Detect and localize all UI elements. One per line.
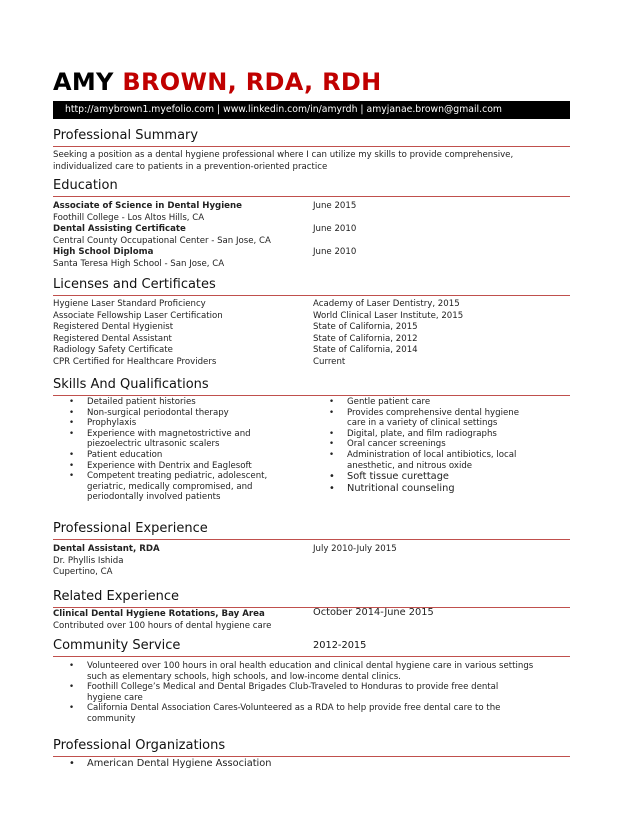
bullet-text: Oral cancer screenings [347,439,446,450]
name-credentials: BROWN, RDA, RDH [122,68,382,96]
bullet-text: periodontally involved patients [87,492,221,503]
experience-heading: Professional Experience [53,521,570,540]
bullet-icon: • [69,661,75,671]
skill-item [53,418,313,429]
bullet-icon: • [69,682,75,693]
license-issuer: Current [313,356,346,367]
bullet-text: Foothill College’s Medical and Dental Brigades Club-Traveled to Honduras to provide free dental [87,682,499,693]
bullet-icon: • [69,471,75,482]
skills-left-column [53,397,313,503]
licenses-heading: Licenses and Certificates [53,277,570,296]
candidate-name [53,68,382,96]
contact-bar: http://amybrown1.myefolio.com | www.linkedin.com/in/amyrdh | amyjanae.brown@gmail.com [53,101,570,119]
license-issuer: Academy of Laser Dentistry, 2015 [313,299,460,309]
skills-heading: Skills And Qualifications [53,377,570,396]
bullet-text: Volunteered over 100 hours in oral health education and clinical dental hygiene care in various settings [87,661,534,671]
skill-item [313,408,570,429]
education-section [53,178,570,270]
license-name: CPR Certified for Healthcare Providers [53,356,217,367]
skill-item [53,471,313,503]
bullet-icon: • [69,703,75,714]
bullet-text: community [87,713,136,724]
job-location: Cupertino, CA [53,567,113,577]
bullet-icon: • [69,418,75,429]
skill-item [313,439,570,450]
community-dates: 2012-2015 [313,640,367,651]
bullet-icon: • [69,407,75,418]
related-title: Clinical Dental Hygiene Rotations, Bay Area [53,609,265,619]
license-issuer: World Clinical Laser Institute, 2015 [313,310,464,321]
summary-line-1: Seeking a position as a dental hygiene professional where I can utilize my skills to provide comprehensive, [53,150,514,160]
related-heading: Related Experience [53,589,570,608]
bullet-text: care in a variety of clinical settings [347,418,498,429]
related-detail: Contributed over 100 hours of dental hygiene care [53,620,272,631]
bullet-text: hygiene care [87,692,143,703]
bullet-text: piezoelectric ultrasonic scalers [87,439,220,450]
experience-section [53,521,570,579]
bullet-text: Provides comprehensive dental hygiene [347,407,519,418]
bullet-text: Experience with Dentrix and Eaglesoft [87,460,252,471]
community-section [53,638,570,725]
bullet-text: Gentle patient care [347,397,431,407]
skill-item [53,461,313,472]
school-1: Foothill College - Los Altos Hills, CA [53,212,205,223]
bullet-icon: • [329,449,335,460]
summary-section [53,128,570,173]
license-name: Registered Dental Assistant [53,333,172,344]
degree-3: High School Diploma [53,247,154,257]
school-3: Santa Teresa High School - San Jose, CA [53,258,225,269]
licenses-section [53,277,570,368]
organizations-section [53,738,570,770]
bullet-text: Non-surgical periodontal therapy [87,407,229,418]
bullet-text: Soft tissue curettage [347,471,449,483]
bullet-icon: • [329,428,335,439]
bullet-text: Experience with magnetostrictive and [87,428,251,439]
skill-item [313,483,570,495]
bullet-icon: • [69,397,75,407]
bullet-text: Nutritional counseling [347,482,455,494]
license-issuer: State of California, 2015 [313,322,418,332]
degree-2: Dental Assisting Certificate [53,224,186,234]
skill-item [53,397,313,408]
degree-1-date: June 2015 [313,201,357,211]
skills-right-column [313,397,570,494]
degree-1: Associate of Science in Dental Hygiene [53,201,242,211]
bullet-icon: • [329,482,335,494]
community-item [53,661,570,682]
skills-section [53,377,570,515]
bullet-text: Detailed patient histories [87,397,196,407]
related-section [53,589,570,632]
education-heading: Education [53,178,570,197]
bullet-text: anesthetic, and nitrous oxide [347,460,473,471]
community-heading-row [53,638,570,657]
license-issuer: State of California, 2014 [313,345,418,355]
skill-item [313,429,570,440]
skill-item [313,450,570,471]
first-name: AMY [53,68,114,96]
bullet-text: Administration of local antibiotics, local [347,449,517,460]
bullet-text: geriatric, medically compromised, and [87,481,253,492]
license-name: Associate Fellowship Laser Certification [53,310,223,321]
bullet-text: such as elementary schools, high schools, and low-income dental clinics. [87,671,401,682]
job-dates: July 2010-July 2015 [313,544,397,554]
bullet-text: Prophylaxis [87,418,137,429]
school-2: Central County Occupational Center - San Jose, CA [53,235,271,246]
job-title: Dental Assistant, RDA [53,544,160,554]
degree-3-date: June 2010 [313,247,357,257]
bullet-icon: • [329,471,335,483]
bullet-text: California Dental Association Cares-Volunteered as a RDA to help provide free dental care to the [87,703,501,714]
bullet-text: Digital, plate, and film radiographs [347,428,497,439]
skill-item [53,450,313,461]
bullet-icon: • [329,407,335,418]
summary-line-2: individualized care to patients in a prevention-oriented practice [53,161,328,172]
summary-heading: Professional Summary [53,128,570,147]
license-name: Hygiene Laser Standard Proficiency [53,299,206,309]
job-employer: Dr. Phyllis Ishida [53,555,124,566]
skill-item [53,408,313,419]
bullet-icon: • [69,460,75,471]
license-issuer: State of California, 2012 [313,333,418,344]
community-item [53,682,570,703]
degree-2-date: June 2010 [313,224,357,234]
bullet-text: American Dental Hygiene Association [87,758,272,769]
organizations-heading: Professional Organizations [53,738,570,757]
bullet-icon: • [329,439,335,450]
skill-item [313,397,570,408]
bullet-icon: • [69,449,75,460]
community-heading: Community Service [53,638,181,653]
bullet-icon: • [329,397,335,407]
license-name: Registered Dental Hygienist [53,322,174,332]
community-item [53,703,570,724]
license-name: Radiology Safety Certificate [53,345,173,355]
organization-item [53,758,570,770]
skill-item [53,429,313,450]
bullet-icon: • [69,428,75,439]
bullet-icon: • [69,758,75,769]
bullet-text: Competent treating pediatric, adolescent, [87,471,268,482]
skill-item [313,471,570,483]
related-dates: October 2014-June 2015 [313,607,434,618]
bullet-text: Patient education [87,449,163,460]
